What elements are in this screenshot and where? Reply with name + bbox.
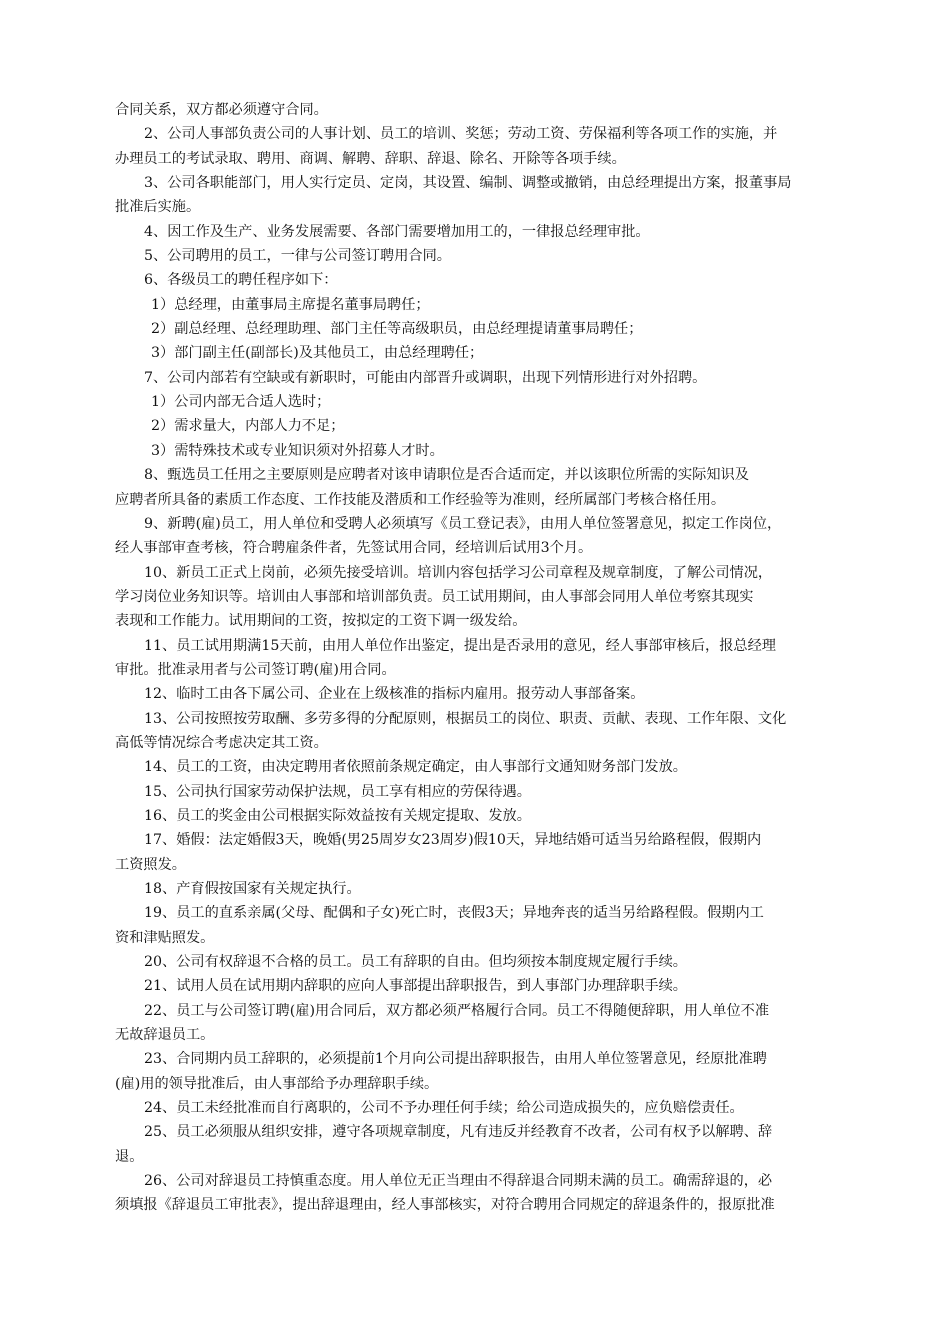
text-line: 6、各级员工的聘任程序如下： bbox=[144, 272, 338, 289]
text-line: 高低等情况综合考虑决定其工资。 bbox=[115, 734, 328, 751]
document-page bbox=[115, 98, 860, 1218]
text-line: 应聘者所具备的素质工作态度、工作技能及潜质和工作经验等为准则，经所属部门考核合格任用。 bbox=[115, 491, 726, 508]
text-line: 无故辞退员工。 bbox=[115, 1027, 215, 1044]
text-line: 批准后实施。 bbox=[115, 199, 201, 216]
text-line: 办理员工的考试录取、聘用、商调、解聘、辞职、辞退、除名、开除等各项手续。 bbox=[115, 150, 626, 167]
text-line: 21、试用人员在试用期内辞职的应向人事部提出辞职报告，到人事部门办理辞职手续。 bbox=[144, 978, 687, 995]
text-line: 19、员工的直系亲属(父母、配偶和子女)死亡时，丧假3天；异地奔丧的适当另给路程假。假期内工 bbox=[144, 905, 764, 922]
text-line: 17、婚假：法定婚假3天，晚婚(男25周岁女23周岁)假10天，异地结婚可适当另给路程假，假期内 bbox=[144, 832, 762, 849]
text-line: 11、员工试用期满15天前，由用人单位作出鉴定，提出是否录用的意见，经人事部审核后，报总经理 bbox=[144, 637, 776, 654]
text-line: 14、员工的工资，由决定聘用者依照前条规定确定，由人事部行文通知财务部门发放。 bbox=[144, 759, 687, 776]
text-line: 10、新员工正式上岗前，必须先接受培训。培训内容包括学习公司章程及规章制度，了解公司情况， bbox=[144, 564, 773, 581]
text-line: 12、临时工由各下属公司、企业在上级核准的指标内雇用。报劳动人事部备案。 bbox=[144, 686, 645, 703]
text-line: 26、公司对辞退员工持慎重态度。用人单位无正当理由不得辞退合同期未满的员工。确需辞退的，必 bbox=[144, 1173, 773, 1190]
text-line: (雇)用的领导批准后，由人事部给予办理辞职手续。 bbox=[115, 1075, 439, 1092]
text-line: 退。 bbox=[115, 1148, 144, 1165]
text-line: 23、合同期内员工辞职的，必须提前1个月向公司提出辞职报告，由用人单位签署意见，经原批准聘 bbox=[144, 1051, 767, 1068]
text-line: 22、员工与公司签订聘(雇)用合同后，双方都必须严格履行合同。员工不得随便辞职，用人单位不准 bbox=[144, 1002, 770, 1019]
text-line: 16、员工的奖金由公司根据实际效益按有关规定提取、发放。 bbox=[144, 807, 531, 824]
text-line: 3）需特殊技术或专业知识须对外招募人才时。 bbox=[151, 442, 444, 459]
text-line: 24、员工未经批准而自行离职的，公司不予办理任何手续；给公司造成损失的，应负赔偿责任。 bbox=[144, 1100, 744, 1117]
text-line: 须填报《辞退员工审批表》，提出辞退理由，经人事部核实，对符合聘用合同规定的辞退条件的，报原批准 bbox=[115, 1197, 775, 1214]
text-line: 2）需求量大，内部人力不足； bbox=[151, 418, 345, 435]
text-line: 学习岗位业务知识等。培训由人事部和培训部负责。员工试用期间，由人事部会同用人单位考察其现实 bbox=[115, 588, 754, 605]
text-line: 表现和工作能力。试用期间的工资，按拟定的工资下调一级发给。 bbox=[115, 613, 527, 630]
text-line: 2）副总经理、总经理助理、部门主任等高级职员，由总经理提请董事局聘任； bbox=[151, 321, 643, 338]
text-line: 3）部门副主任(副部长)及其他员工，由总经理聘任； bbox=[151, 345, 484, 362]
text-line: 工资照发。 bbox=[115, 856, 186, 873]
text-line: 审批。批准录用者与公司签订聘(雇)用合同。 bbox=[115, 661, 396, 678]
text-line: 9、新聘(雇)员工，用人单位和受聘人必须填写《员工登记表》，由用人单位签署意见，拟定工作岗位， bbox=[144, 515, 782, 532]
text-line: 1）公司内部无合适人选时； bbox=[151, 394, 331, 411]
text-line: 5、公司聘用的员工，一律与公司签订聘用合同。 bbox=[144, 248, 451, 265]
text-line: 13、公司按照按劳取酬、多劳多得的分配原则，根据员工的岗位、职责、贡献、表现、工作年限、文化 bbox=[144, 710, 787, 727]
text-line: 8、甄选员工任用之主要原则是应聘者对该申请职位是否合适而定，并以该职位所需的实际知识及 bbox=[144, 467, 749, 484]
text-line: 7、公司内部若有空缺或有新职时，可能由内部晋升或调职，出现下列情形进行对外招聘。 bbox=[144, 369, 707, 386]
text-line: 20、公司有权辞退不合格的员工。员工有辞职的自由。但均须按本制度规定履行手续。 bbox=[144, 954, 687, 971]
text-line: 2、公司人事部负责公司的人事计划、员工的培训、奖惩；劳动工资、劳保福利等各项工作的实施，并 bbox=[144, 126, 778, 143]
text-line: 15、公司执行国家劳动保护法规，员工享有相应的劳保待遇。 bbox=[144, 783, 531, 800]
text-line: 18、产育假按国家有关规定执行。 bbox=[144, 881, 361, 897]
text-line: 3、公司各职能部门，用人实行定员、定岗，其设置、编制、调整或撤销，由总经理提出方案，报董事局 bbox=[144, 175, 792, 192]
text-line: 合同关系，双方都必须遵守合同。 bbox=[115, 102, 328, 118]
text-line: 25、员工必须服从组织安排，遵守各项规章制度，凡有违反并经教育不改者，公司有权予以解聘、辞 bbox=[144, 1124, 773, 1141]
text-line: 经人事部审查考核，符合聘雇条件者，先签试用合同，经培训后试用3个月。 bbox=[115, 540, 593, 557]
text-line: 1）总经理，由董事局主席提名董事局聘任； bbox=[151, 296, 430, 313]
text-line: 资和津贴照发。 bbox=[115, 929, 215, 946]
text-line: 4、因工作及生产、业务发展需要、各部门需要增加用工的，一律报总经理审批。 bbox=[144, 223, 650, 240]
